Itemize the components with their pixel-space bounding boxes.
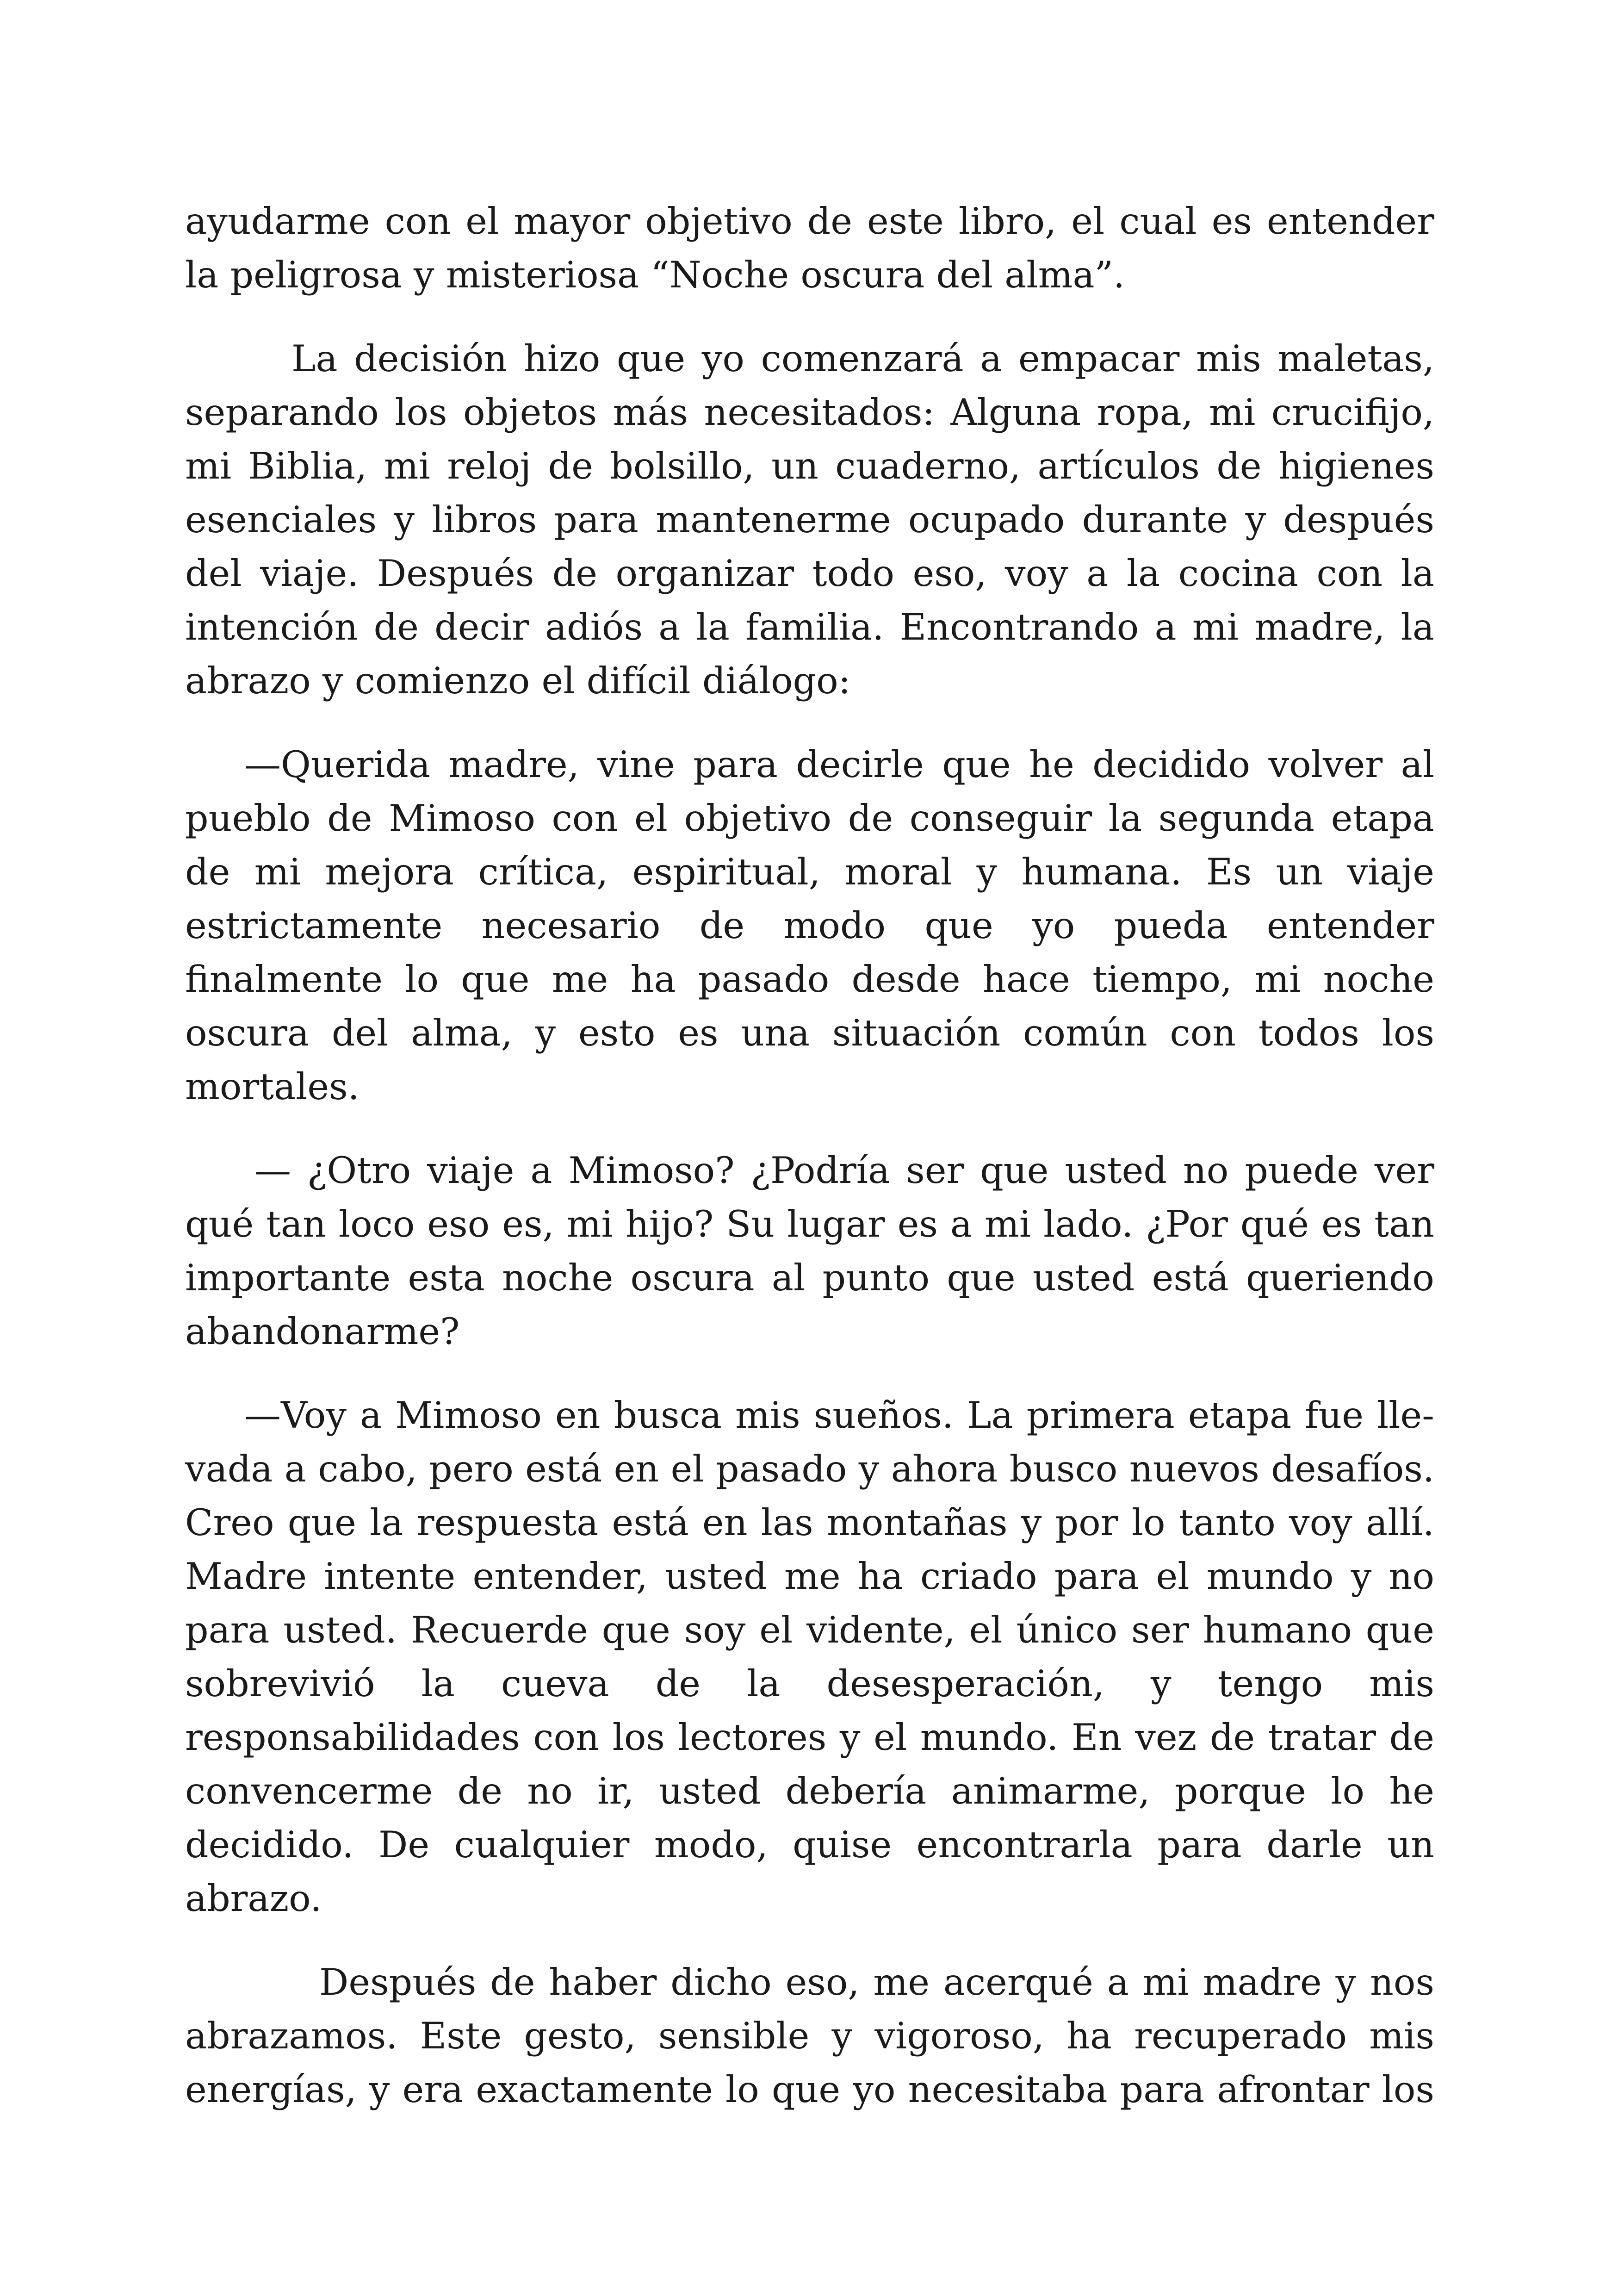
paragraph-1: ayudarme con el mayor objetivo de este libro, el cual es entender la peligrosa y misteriosa “Noche oscura del alma”. bbox=[185, 200, 1434, 296]
paragraph-2: La decisión hizo que yo comenzará a empacar mis maletas, separando los objetos más necesitados: Alguna ropa, mi crucifijo, mi Biblia, mi reloj de bolsillo, un cuaderno, artículos de higienes esenciales y libros para mantenerme ocupado durante y después del viaje. Después de organizar todo eso, voy a la cocina con la intención de decir adiós a la familia. Encontrando a mi madre, la abrazo y comienzo el difícil diálogo: bbox=[185, 337, 1434, 702]
paragraph-5: —Voy a Mimoso en busca mis sueños. La primera etapa fue llevada a cabo, pero está en el pasado y ahora busco nuevos desafíos. Creo que la respuesta está en las montañas y por lo tanto voy allí. Madre intente entender, usted me ha criado para el mundo y no para usted. Recuerde que soy el vidente, el único ser humano que sobrevivió la cueva de la desesperación, y tengo mis responsabilidades con los lectores y el mundo. En vez de tratar de convencerme de no ir, usted debería animarme, porque lo he decidido. De cualquier modo, quise encontrarla para darle un abrazo. bbox=[185, 1394, 1434, 1920]
paragraph-6: Después de haber dicho eso, me acerqué a mi madre y nos abrazamos. Este gesto, sensible y vigoroso, ha recuperado mis energías, y era exactamente lo que yo necesitaba para afrontar los bbox=[185, 1961, 1434, 2111]
body-text bbox=[185, 194, 1434, 2147]
paragraph-4: — ¿Otro viaje a Mimoso? ¿Podría ser que usted no puede ver qué tan loco eso es, mi hijo? Su lugar es a mi lado. ¿Por qué es tan importante esta noche oscura al punto que usted está queriendo abandonarme? bbox=[185, 1149, 1434, 1353]
paragraph-3: —Querida madre, vine para decirle que he decidido volver al pueblo de Mimoso con el objetivo de conseguir la segunda etapa de mi mejora crítica, espiritual, moral y humana. Es un viaje estrictamente necesario de modo que yo pueda entender finalmente lo que me ha pasado desde hace tiempo, mi noche oscura del alma, y esto es una situación común con todos los mortales. bbox=[185, 743, 1434, 1108]
